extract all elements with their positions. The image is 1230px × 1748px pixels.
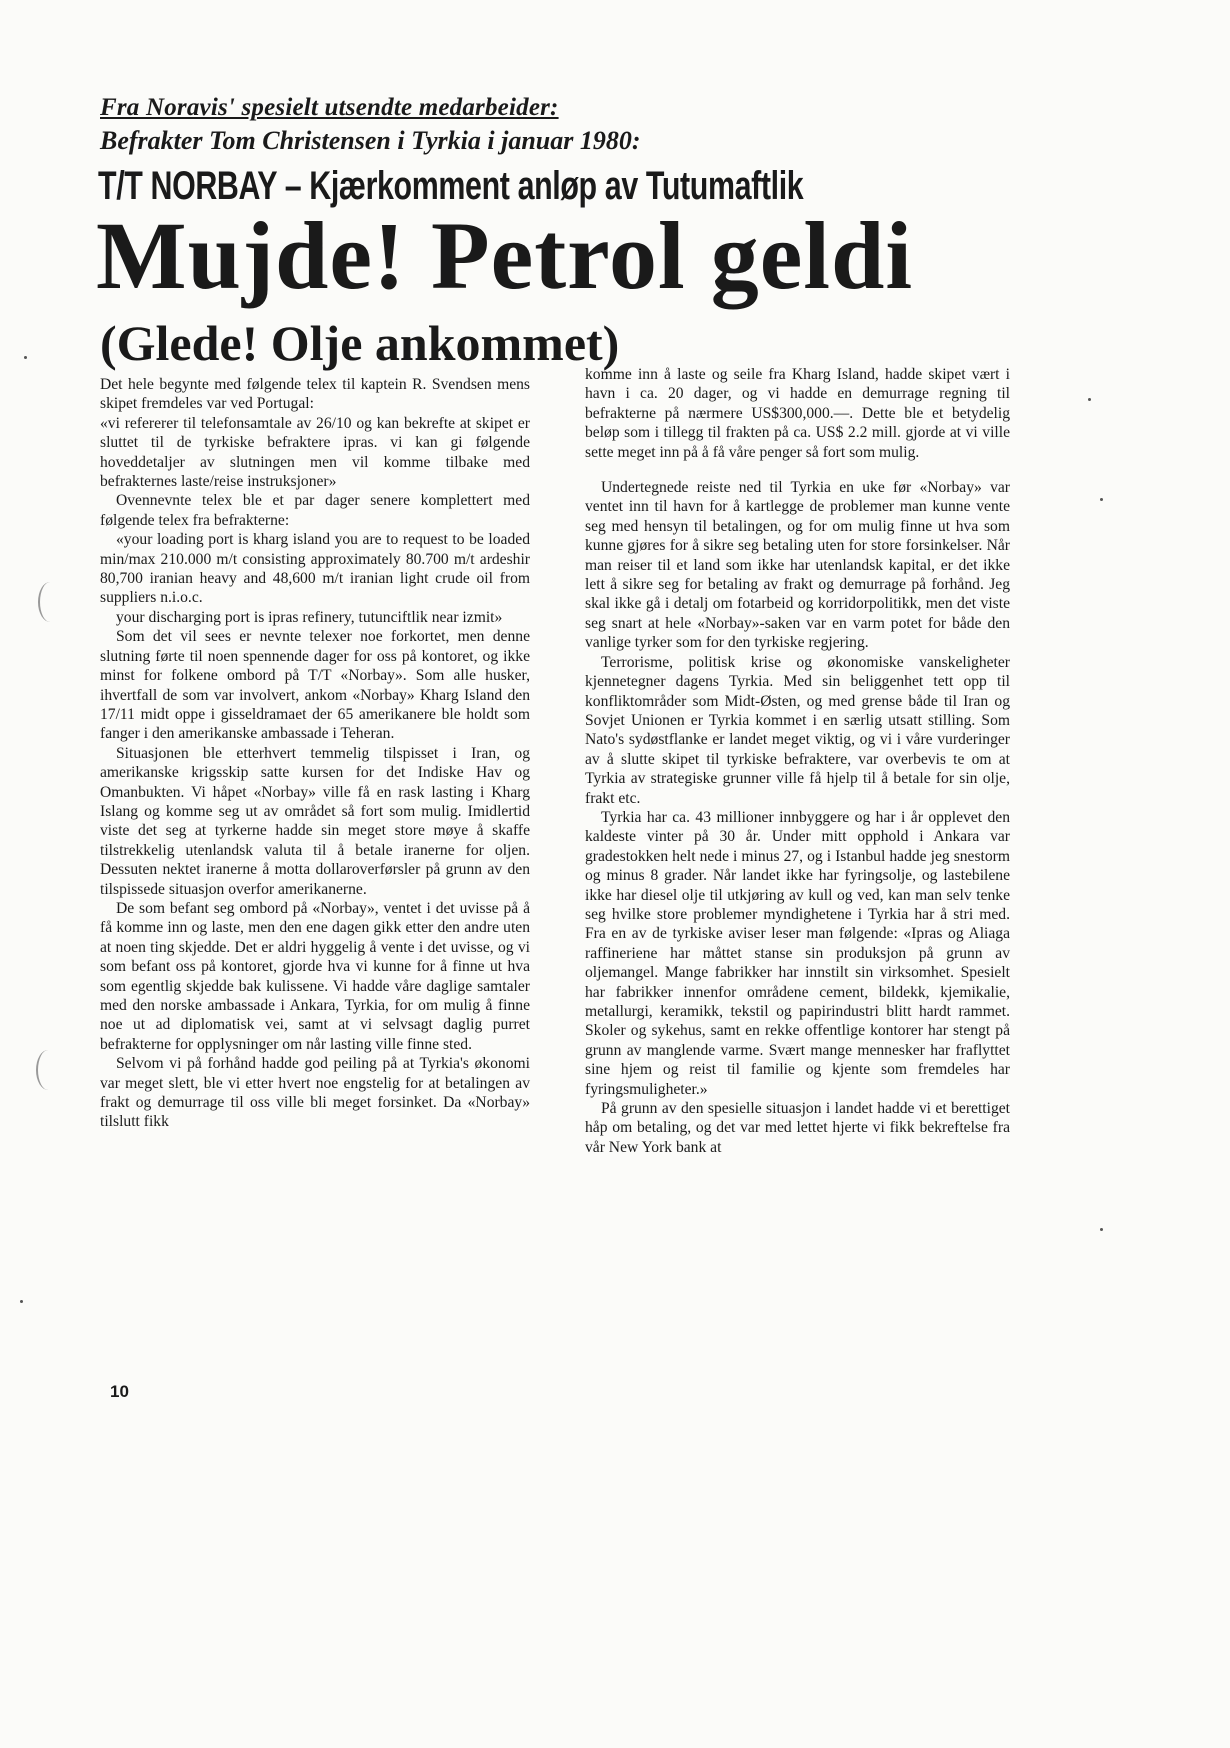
telex-quote: «your loading port is kharg island you are to request to be loaded min/max 210.000 m/t consisting approximately 80.700 m/t ardeshir 80,700 iranian heavy and 48,600 m/t iranian light crude oil from suppliers n.i.o.c. xyxy=(100,531,530,607)
kicker-line-1: Fra Noravis' spesielt utsendte medarbeider: xyxy=(100,94,559,121)
scan-speck xyxy=(1088,398,1091,401)
scan-speck xyxy=(20,1300,23,1303)
paragraph: På grunn av den spesielle situasjon i landet hadde vi et berettiget håp om betaling, og det var med lettet hjerte vi fikk bekreftelse fra vår New York bank at xyxy=(585,1100,1010,1156)
paragraph: Ovennevnte telex ble et par dager senere komplettert med følgende telex fra befrakterne: xyxy=(100,492,530,529)
kicker-line-2: Befrakter Tom Christensen i Tyrkia i januar 1980: xyxy=(100,126,641,155)
scan-speck xyxy=(1100,1228,1103,1231)
paragraph: Undertegnede reiste ned til Tyrkia en uke før «Norbay» var ventet inn til havn for å kartlegge de problemer man kunne vente seg med hensyn til betalingen, og for om mulig finne ut hva som kunne gjøres for å sikre seg betaling uten for store forsinkelser. Når man reiser til et land som ikke har utenlandsk kapital, er det ikke lett å sikre seg for betaling av frakt og demurrage på forhånd. Jeg skal ikke gå i detalj om fotarbeid og korridorpolitikk, men det viste seg snart at hele «Norbay»-saken var en varm potet for både den vanlige tyrker som for den tyrkiske regjering. xyxy=(585,479,1010,652)
headline-translation: (Glede! Olje ankommet) xyxy=(100,315,620,371)
telex-quote: your discharging port is ipras refinery, tutunciftlik near izmit» xyxy=(116,608,503,626)
telex-quote: «vi refererer til telefonsamtale av 26/10 og kan bekrefte at skipet er sluttet til de tyrkiske befraktere ipras. vi kan gi følgende hoveddetaljer av slutningen men vil komme tilbake med befrakternes laste/reise instruksjoner» xyxy=(100,414,530,491)
scan-speck xyxy=(1100,498,1103,501)
article-column-1 xyxy=(100,375,530,1132)
paragraph: Situasjonen ble etterhvert temmelig tilspisset i Iran, og amerikanske krigsskip satte kursen for det Indiske Hav og Omanbukten. Vi håpet «Norbay» ville få en rask lasting i Kharg Islang og komme seg ut av området så fort som mulig. Imidlertid viste det seg at tyrkerne hadde sin meget store møye å skaffe tilstrekkelig utenlandsk valuta til å betale iranerne for oljen. Dessuten nektet iranerne å motta dollaroverførsler på grunn av den tilspissede situasjon overfor amerikanerne. xyxy=(100,744,530,898)
headline: Mujde! Petrol geldi xyxy=(96,202,914,309)
paragraph: De som befant seg ombord på «Norbay», ventet i det uvisse på å få komme inn og laste, men den ene dagen gikk etter den andre uten at noen ting skjedde. Det er aldri hyggelig å vente i det uvisse, og vi som befant oss på kontoret, gjorde hva vi kunne for å finne ut hva som egentlig skjedde bak kulissene. Vi hadde våre daglige samtaler med den norske ambassade i Ankara, Tyrkia, for om mulig å finne noe ut ad diplomatisk vei, samt at vi selvsagt daglig purret befrakterne for opplysninger om når lasting ville finne sted. xyxy=(100,899,530,1053)
scan-mark xyxy=(36,1050,60,1090)
paragraph: Det hele begynte med følgende telex til kaptein R. Svendsen mens skipet fremdeles var ved Portugal: xyxy=(100,376,530,413)
paragraph: Selvom vi på forhånd hadde god peiling på at Tyrkia's økonomi var meget slett, ble vi etter hvert noe engstelig for at betalingen av frakt og demurrage til oss ville bli meget forsinket. Da «Norbay» tilslutt fikk xyxy=(100,1055,530,1131)
paragraph: Tyrkia har ca. 43 millioner innbyggere og har i år opplevet den kaldeste vinter på 30 år. Under mitt opphold i Ankara var gradestokken helt nede i minus 27, og i Istanbul hadde jeg snestorm og minus 8 grader. Når landet ikke har fyringsolje, og lastebilene ikke har diesel olje til utkjøring av kull og ved, kan man selv tenke seg hvilke store problemer myndighetene i Tyrkia har å stri med. Fra en av de tyrkiske aviser leser man følgende: «Ipras og Aliaga raffineriene har måttet stanse sin produksjon på grunn av oljemangel. Mange fabrikker har innstilt sin virksomhet. Spesielt har fabrikker innenfor områdene cement, bildekk, kjemikalie, metallurgi, keramikk, tekstil og papirindustri blitt hardt rammet. Skoler og sykehus, samt en rekke offentlige kontorer har stengt på grunn av manglende varme. Svært mange mennesker har fraflyttet sine hjem og reist til familie og kjente som fremdeles har fyringsmuligheter.» xyxy=(585,808,1010,1098)
scan-mark xyxy=(38,582,62,622)
paragraph: komme inn å laste og seile fra Kharg Island, hadde skipet vært i havn i ca. 20 dager, og vi hadde en demurrage regning til befrakterne på nærmere US$300,000.—. Dette ble et betydelig beløp som i tillegg til frakten på ca. US$ 2.2 mill. gjorde at vi ville sette meget inn på å få våre penger så fort som mulig. xyxy=(585,366,1010,461)
paragraph: Som det vil sees er nevnte telexer noe forkortet, men denne slutning førte til noen spennende dager for oss på kontoret, og ikke minst for folkene ombord på T/T «Norbay». Som alle husker, ihvertfall de som var involvert, ankom «Norbay» Kharg Island den 17/11 midt oppe i gisseldramaet der 65 amerikanere ble holdt som fanger i den amerikanske ambassade i Teheran. xyxy=(100,628,530,743)
subheadline: T/T NORBAY – Kjærkomment anløp av Tutumaftlik xyxy=(98,164,804,208)
paragraph: Terrorisme, politisk krise og økonomiske vanskeligheter kjennetegner dagens Tyrkia. Med sin beliggenhet tett opp til konfliktområder som Midt-Østen, og med grense både til Iran og Sovjet Unionen er Tyrkia kommet i en særlig utsatt stilling. Som Nato's sydøstflanke er landet meget viktig, og vi i våre vurderinger av å slutte skipet til tyrkiske befraktere, var overbevis te om at Tyrkia av strategiske grunner ville få hjelp til å betale for sin olje, frakt etc. xyxy=(585,653,1010,807)
page-number: 10 xyxy=(110,1382,129,1401)
scan-speck xyxy=(24,356,27,359)
article-column-2 xyxy=(585,365,1010,1157)
